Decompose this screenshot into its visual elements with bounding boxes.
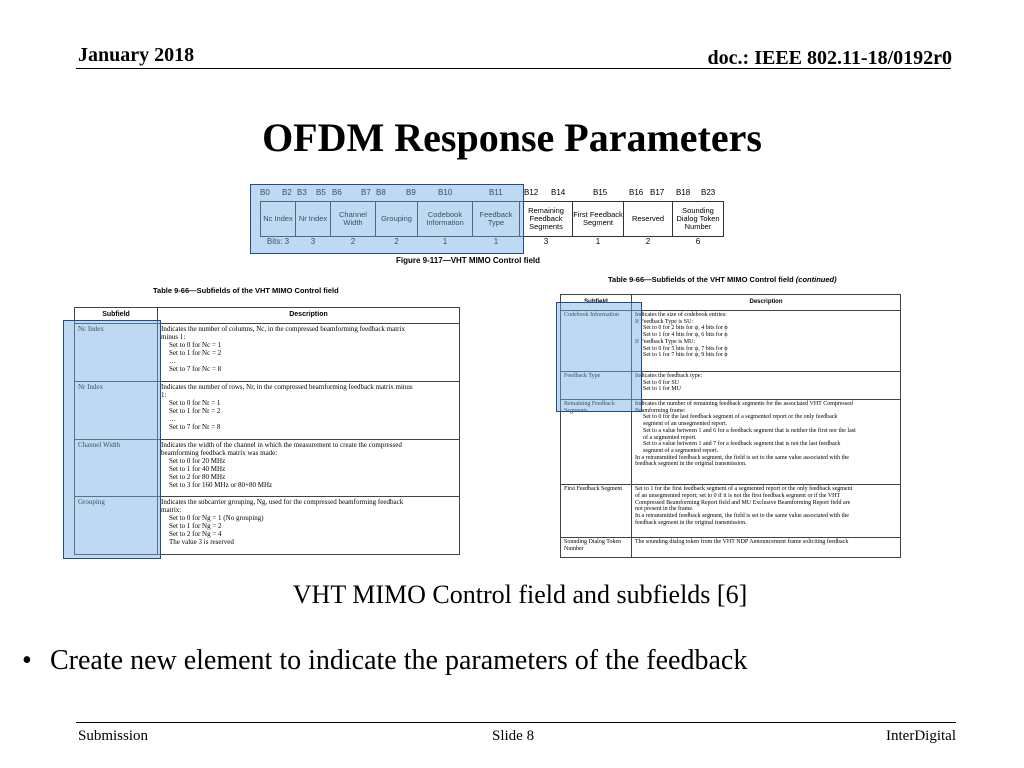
field-bits: 2 [645, 237, 651, 246]
desc-line: Set to 0 for Ng = 1 (No grouping) [169, 514, 264, 523]
table-header: Subfield [75, 308, 158, 324]
desc-line: feedback segment in the original transmission. [635, 461, 747, 468]
desc-line: Set to 7 for Nc = 8 [169, 365, 222, 374]
table-row [561, 537, 901, 557]
table-header: Description [632, 295, 901, 311]
bit-tick: B6 [332, 188, 342, 197]
desc-line: Set to 1 for 7 bits for ψ, 9 bits for ϕ [643, 352, 728, 359]
figure-caption: VHT MIMO Control field and subfields [6] [292, 580, 748, 609]
subfield-cell: Nc Index [75, 324, 158, 382]
desc-line: Set to 0 for SU [643, 379, 679, 386]
bullet-icon: • [22, 645, 32, 676]
bit-tick: B3 [297, 188, 307, 197]
highlight-box [250, 184, 524, 254]
bit-tick: B18 [676, 188, 691, 197]
bit-tick: B23 [701, 188, 716, 197]
desc-line: Set to a value between 1 and 6 for a feedback segment that is neither the first nor the last [643, 427, 856, 434]
desc-line: The sounding dialog token from the VHT NDP Announcement frame soliciting feedback [635, 538, 849, 545]
subfield-cell: Nr Index [75, 381, 158, 439]
desc-line: If Feedback Type is MU: [635, 338, 696, 345]
header-date: January 2018 [78, 44, 195, 66]
footer-left: Submission [78, 728, 149, 744]
field-cell: Remaining Feedback Segments [519, 201, 573, 237]
desc-line: Indicates the feedback type: [635, 372, 703, 379]
desc-line: Set to 2 for Ng = 4 [169, 530, 222, 539]
desc-line: 1: [161, 390, 167, 399]
field-bits: 1 [595, 237, 601, 246]
desc-line: Set to 0 for 20 MHz [169, 456, 226, 465]
bit-tick: B11 [489, 188, 503, 197]
bullet-item [22, 645, 747, 677]
description-cell [632, 537, 901, 557]
field-cell: Feedback Type [472, 201, 520, 237]
desc-line: Set to 1 for 40 MHz [169, 464, 226, 473]
desc-line: segment of a segmented report. [643, 448, 719, 455]
table-row [561, 485, 901, 538]
table-header: Description [158, 308, 460, 324]
desc-line: In a retransmitted feedback segment, the field is set to the same value associated with the [635, 454, 849, 461]
table-header: Subfield [561, 295, 632, 311]
subfield-cell: First Feedback Segment [561, 485, 632, 538]
subfield-cell: Sounding Dialog Token Number [561, 537, 632, 557]
bit-tick: B14 [551, 188, 566, 197]
description-cell [632, 485, 901, 538]
desc-line: of a segmented report. [643, 434, 697, 441]
field-cell: Nr Index [295, 201, 331, 237]
desc-line: Indicates the subcarrier grouping, Ng, used for the compressed beamforming feedback [161, 498, 404, 507]
desc-line: Set to 1 for Ng = 2 [169, 522, 222, 531]
subfield-cell: Codebook Information [561, 311, 632, 372]
description-cell [158, 497, 460, 555]
subfield-cell: Channel Width [75, 439, 158, 497]
vht-mimo-control-field-diagram [246, 182, 746, 270]
bit-tick: B9 [406, 188, 416, 197]
desc-line: Indicates the size of codebook entries: [635, 312, 727, 318]
subfield-cell: Remaining Feedback Segments [561, 399, 632, 484]
bit-tick: B17 [650, 188, 665, 197]
description-cell [158, 324, 460, 382]
desc-line: Set to 0 for the last feedback segment of a segmented report or the only feedback [643, 414, 838, 421]
footer-rule [76, 722, 956, 723]
desc-line: In a retransmitted feedback segment, the field is set to the same value associated with the [635, 513, 849, 520]
desc-line: Set to 1 for MU [643, 386, 681, 393]
desc-line: Set to 7 for Nr = 8 [169, 422, 221, 431]
bit-tick: B5 [316, 188, 326, 197]
desc-line: Set to 2 for 80 MHz [169, 472, 226, 481]
bit-tick: B12 [524, 188, 539, 197]
description-cell [158, 381, 460, 439]
desc-line: Set to a value between 1 and 7 for a feedback segment that is not the last feedback [643, 441, 841, 448]
desc-line: feedback segment in the original transmission. [635, 519, 747, 526]
slide-title: OFDM Response Parameters [262, 115, 762, 160]
header-doc-id: doc.: IEEE 802.11-18/0192r0 [707, 47, 952, 69]
bit-tick: B0 [260, 188, 270, 197]
field-cell: Nc Index [260, 201, 296, 237]
desc-line: Indicates the width of the channel in which the measurement to create the compressed [161, 440, 402, 449]
subfield-cell: Feedback Type [561, 371, 632, 399]
desc-line: Indicates the number of remaining feedback segments for the associated VHT Compressed [635, 400, 853, 407]
desc-line: not present in the frame. [635, 506, 694, 513]
table-right-caption-cont: (continued) [795, 275, 837, 284]
table-row [561, 399, 901, 484]
desc-line: … [169, 357, 176, 366]
field-cell: Grouping [375, 201, 418, 237]
desc-line: Set to 1 for 4 bits for ψ, 6 bits for ϕ [643, 332, 728, 339]
highlight-box [556, 302, 642, 412]
desc-line: Set to 0 for Nc = 1 [169, 341, 222, 350]
field-cell: Reserved [623, 201, 673, 237]
desc-line: Indicates the number of rows, Nr, in the compressed beamforming feedback matrix minus [161, 382, 413, 391]
field-cell: Codebook Information [417, 201, 473, 237]
description-cell [158, 439, 460, 497]
table-right-caption [608, 275, 837, 284]
field-bits: 1 [442, 237, 448, 246]
field-cell: First Feedback Segment [572, 201, 624, 237]
subfield-cell: Grouping [75, 497, 158, 555]
desc-line: Set to 3 for 160 MHz or 80+80 MHz [169, 480, 273, 489]
field-bits: Bits: 3 [266, 237, 290, 246]
field-cell: Sounding Dialog Token Number [672, 201, 724, 237]
desc-line: segment of an unsegmented report. [643, 421, 728, 428]
bit-tick: B10 [438, 188, 453, 197]
table-right-caption-text: Table 9-66—Subfields of the VHT MIMO Control field [608, 275, 794, 284]
bit-tick: B15 [593, 188, 608, 197]
highlight-box [63, 320, 161, 559]
desc-line: The value 3 is reserved [169, 538, 234, 547]
desc-line: Compressed Beamforming Report field and MU Exclusive Beamforming Report field are [635, 499, 851, 506]
footer-right: InterDigital [886, 728, 956, 744]
header-rule [76, 68, 951, 69]
desc-line: Set to 1 for Nc = 2 [169, 349, 222, 358]
desc-line: minus 1: [161, 333, 186, 342]
description-cell [632, 399, 901, 484]
desc-line: Set to 0 for 5 bits for ψ, 7 bits for ϕ [643, 345, 728, 352]
bit-tick: B7 [361, 188, 371, 197]
field-bits: 3 [310, 237, 316, 246]
desc-line: … [169, 414, 176, 423]
desc-line: Set to 1 for the first feedback segment of a segmented report or the only feedback segment [635, 486, 853, 493]
description-cell [632, 371, 901, 399]
description-cell [632, 311, 901, 372]
field-bits: 2 [350, 237, 356, 246]
bit-tick: B8 [376, 188, 386, 197]
bullet-text: Create new element to indicate the parameters of the feedback [50, 645, 748, 676]
desc-line: Beamforming frame: [635, 407, 686, 414]
desc-line: Set to 0 for 2 bits for ψ, 4 bits for ϕ [643, 325, 728, 332]
bit-tick: B16 [629, 188, 644, 197]
desc-line: Indicates the number of columns, Nc, in the compressed beamforming feedback matrix [161, 325, 405, 333]
field-bits: 6 [695, 237, 701, 246]
bit-tick: B2 [282, 188, 292, 197]
field-bits: 3 [543, 237, 549, 246]
desc-line: beamforming feedback matrix was made: [161, 448, 278, 457]
field-bits: 2 [394, 237, 399, 246]
table-left-caption: Table 9-66—Subfields of the VHT MIMO Control field [153, 286, 339, 295]
field-bits: 1 [493, 237, 499, 246]
field-cell: Channel Width [330, 201, 376, 237]
field-diagram-caption: Figure 9-117—VHT MIMO Control field [396, 256, 541, 265]
desc-line: matrix: [161, 506, 182, 515]
desc-line: Set to 0 for Nr = 1 [169, 398, 221, 407]
desc-line: If Feedback Type is SU: [635, 318, 694, 325]
desc-line: of an unsegmented report; set to 0 if it is not the first feedback segment or if the VHT [635, 493, 841, 500]
footer-slide-number: Slide 8 [492, 728, 535, 744]
desc-line: Set to 1 for Nr = 2 [169, 406, 221, 415]
